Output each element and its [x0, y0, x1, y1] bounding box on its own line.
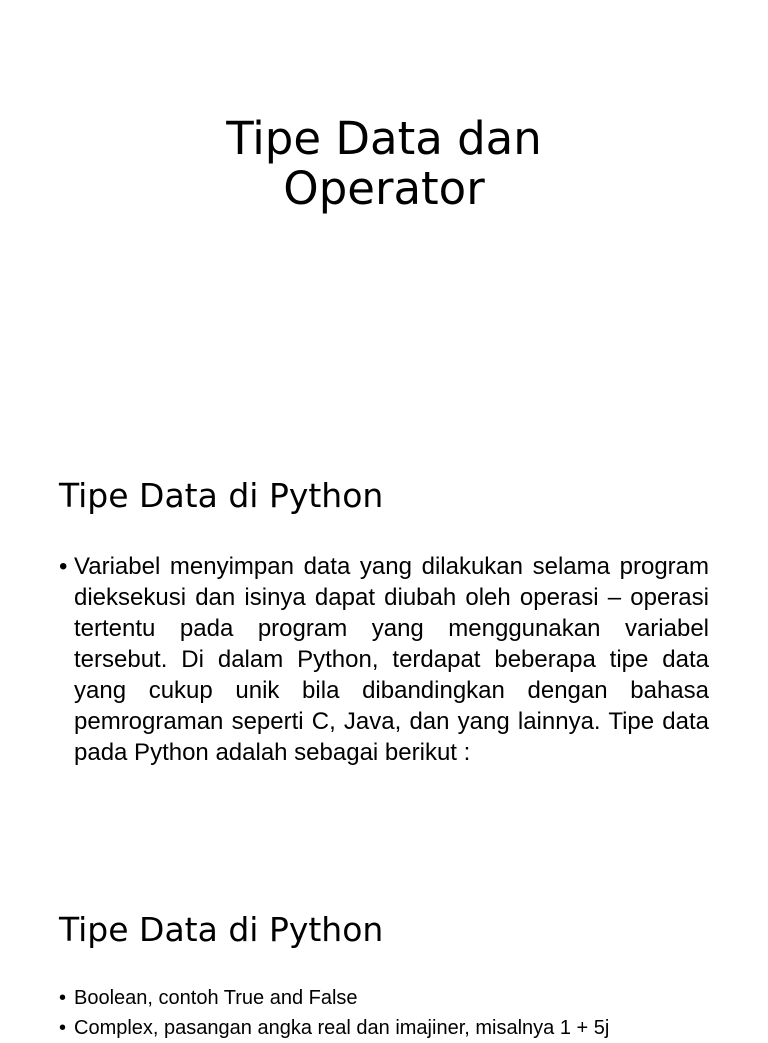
- bullet-list: [59, 983, 709, 1043]
- bullet-text: Complex, pasangan angka real dan imajiner, misalnya 1 + 5j: [74, 1017, 610, 1039]
- bullet-text: Variabel menyimpan data yang dilakukan selama program dieksekusi dan isinya dapat diubah oleh operasi – operasi tertentu pada program yang menggunakan variabel tersebut. Di dalam Python, terdapat beberapa tipe data yang cukup unik bila dibandingkan dengan bahasa pemrograman seperti C, Java, dan yang lainnya. Tipe data pada Python adalah sebagai berikut :: [74, 553, 709, 766]
- bullet-item: [59, 983, 709, 1013]
- title-line-1: Tipe Data dan: [226, 112, 542, 165]
- slide-heading: Tipe Data di Python: [59, 476, 384, 515]
- bullet-text: Boolean, contoh True and False: [74, 987, 358, 1009]
- title-line-2: Operator: [283, 162, 485, 215]
- bullet-list: [59, 551, 709, 768]
- bullet-glyph: •: [59, 1017, 67, 1039]
- presentation-title: [0, 114, 768, 214]
- bullet-item: [59, 1013, 709, 1043]
- bullet-glyph: •: [59, 987, 67, 1009]
- slide-heading: Tipe Data di Python: [59, 910, 384, 949]
- slide-tipe-data-intro: [0, 432, 768, 864]
- slide-title: [0, 0, 768, 432]
- bullet-item: [59, 551, 709, 768]
- bullet-glyph: •: [59, 553, 68, 580]
- slide-tipe-data-list: [0, 864, 768, 1039]
